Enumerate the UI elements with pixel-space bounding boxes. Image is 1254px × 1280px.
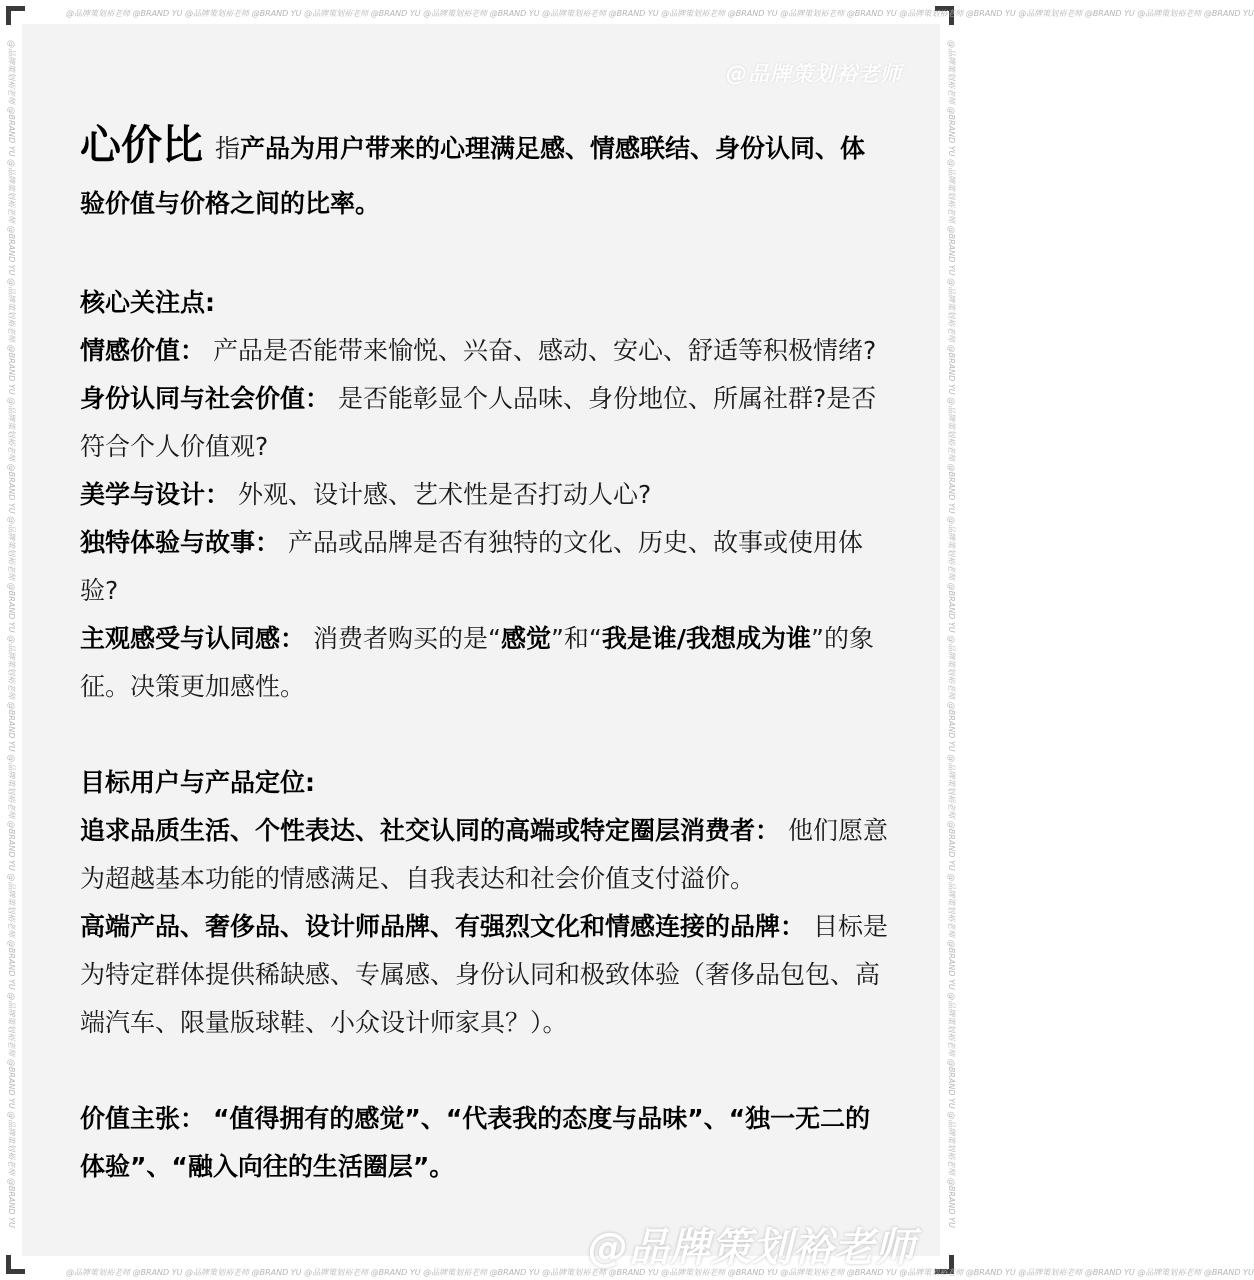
quote-mark: ” — [811, 624, 824, 653]
focus-heading: 核心关注点: — [80, 288, 215, 317]
emphasis-text: 感觉 — [500, 624, 551, 653]
quote-mark: ” — [550, 624, 564, 653]
watermark-strip-left: @品牌策划裕老师 @BRAND YU @品牌策划裕老师 @BRAND YU @品牌策划裕老师 @BRAND YU @品牌策划裕老师 @BRAND YU @品牌策划裕老师 @BRAND YU @品牌策划裕老师 @BRAND YU @品牌策划裕老师 @BRAND YU @品牌策划裕老师 @BRAND YU @品牌策划裕老师 @BRAND YU @品牌策划裕老师 @BRAND YU — [7, 40, 16, 1228]
focus-item — [80, 519, 890, 615]
definition-text: 产品为用户带来的心理满足感、情感联结、身份认同、体验价值与价格之间的比率。 — [80, 134, 866, 218]
corner-bracket-top-left — [6, 6, 25, 25]
focus-item-label: 美学与设计： — [80, 480, 231, 509]
target-heading: 目标用户与产品定位: — [80, 768, 315, 797]
focus-item-text: 消费者购买的是 — [312, 624, 488, 653]
watermark-strip-bottom: @品牌策划裕老师 @BRAND YU @品牌策划裕老师 @BRAND YU @品牌策划裕老师 @BRAND YU @品牌策划裕老师 @BRAND YU @品牌策划裕老师 @BRAND YU @品牌策划裕老师 @BRAND YU @品牌策划裕老师 @BRAND YU @品牌策划裕老师 @BRAND YU @品牌策划裕老师 @BRAND YU @品牌策划裕老师 @BRAND YU — [66, 1268, 1254, 1277]
emphasis-text: 我是谁/我想成为谁 — [601, 624, 812, 653]
focus-item — [80, 615, 890, 711]
term-title: 心价比 — [80, 121, 203, 169]
article-body — [80, 118, 890, 1191]
focus-item-label: 主观感受与认同感： — [80, 624, 306, 653]
focus-item-text: 和 — [563, 624, 589, 653]
value-label: 价值主张： — [80, 1104, 206, 1133]
intro-paragraph — [80, 118, 890, 231]
focus-item-text: 产品或品牌是否有独特的文化、历史、故事或使用体验? — [80, 528, 863, 605]
target-item-label: 追求品质生活、个性表达、社交认同的高端或特定圈层消费者： — [80, 816, 781, 845]
target-item-text: 目标是为特定群体提供稀缺感、专属感、身份认同和极致体验（奢侈品包包、高端汽车、限量版球鞋、小众设计师家具？）。 — [80, 912, 888, 1037]
quote-mark: “ — [487, 624, 501, 653]
target-item-text: 他们愿意为超越基本功能的情感满足、自我表达和社会价值支付溢价。 — [80, 816, 888, 893]
watermark-strip-right: @品牌策划裕老师 @BRAND YU @品牌策划裕老师 @BRAND YU @品牌策划裕老师 @BRAND YU @品牌策划裕老师 @BRAND YU @品牌策划裕老师 @BRAND YU @品牌策划裕老师 @BRAND YU @品牌策划裕老师 @BRAND YU @品牌策划裕老师 @BRAND YU @品牌策划裕老师 @BRAND YU @品牌策划裕老师 @BRAND YU — [947, 40, 956, 1228]
focus-item-label: 情感价值： — [80, 336, 206, 365]
target-item-label: 高端产品、奢侈品、设计师品牌、有强烈文化和情感连接的品牌： — [80, 912, 806, 941]
value-proposition — [80, 1095, 890, 1191]
focus-item-text: 外观、设计感、艺术性是否打动人心? — [237, 480, 652, 509]
focus-item — [80, 471, 890, 519]
corner-bracket-bottom-left — [6, 1255, 25, 1274]
definition-prefix: 指 — [215, 134, 241, 163]
watermark-bottom-right: @品牌策划裕老师 — [588, 1225, 916, 1271]
value-text: “值得拥有的感觉”、“代表我的态度与品味”、“独一无二的体验”、“融入向往的生活圈层”。 — [80, 1104, 871, 1181]
focus-item-text: 是否能彰显个人品味、身份地位、所属社群?是否符合个人价值观? — [80, 384, 877, 461]
watermark-top-right: @品牌策划裕老师 — [726, 62, 902, 86]
focus-item — [80, 375, 890, 471]
focus-item-text: 的象征。决策更加感性。 — [80, 624, 874, 701]
focus-item-label: 独特体验与故事： — [80, 528, 281, 557]
focus-item — [80, 327, 890, 375]
quote-mark: “ — [588, 624, 602, 653]
focus-item-label: 身份认同与社会价值： — [80, 384, 331, 413]
target-item — [80, 903, 890, 1047]
focus-item-text: 产品是否能带来愉悦、兴奋、感动、安心、舒适等积极情绪? — [212, 336, 877, 365]
target-item — [80, 807, 890, 903]
watermark-strip-top: @品牌策划裕老师 @BRAND YU @品牌策划裕老师 @BRAND YU @品牌策划裕老师 @BRAND YU @品牌策划裕老师 @BRAND YU @品牌策划裕老师 @BRAND YU @品牌策划裕老师 @BRAND YU @品牌策划裕老师 @BRAND YU @品牌策划裕老师 @BRAND YU @品牌策划裕老师 @BRAND YU @品牌策划裕老师 @BRAND YU — [66, 9, 1254, 18]
